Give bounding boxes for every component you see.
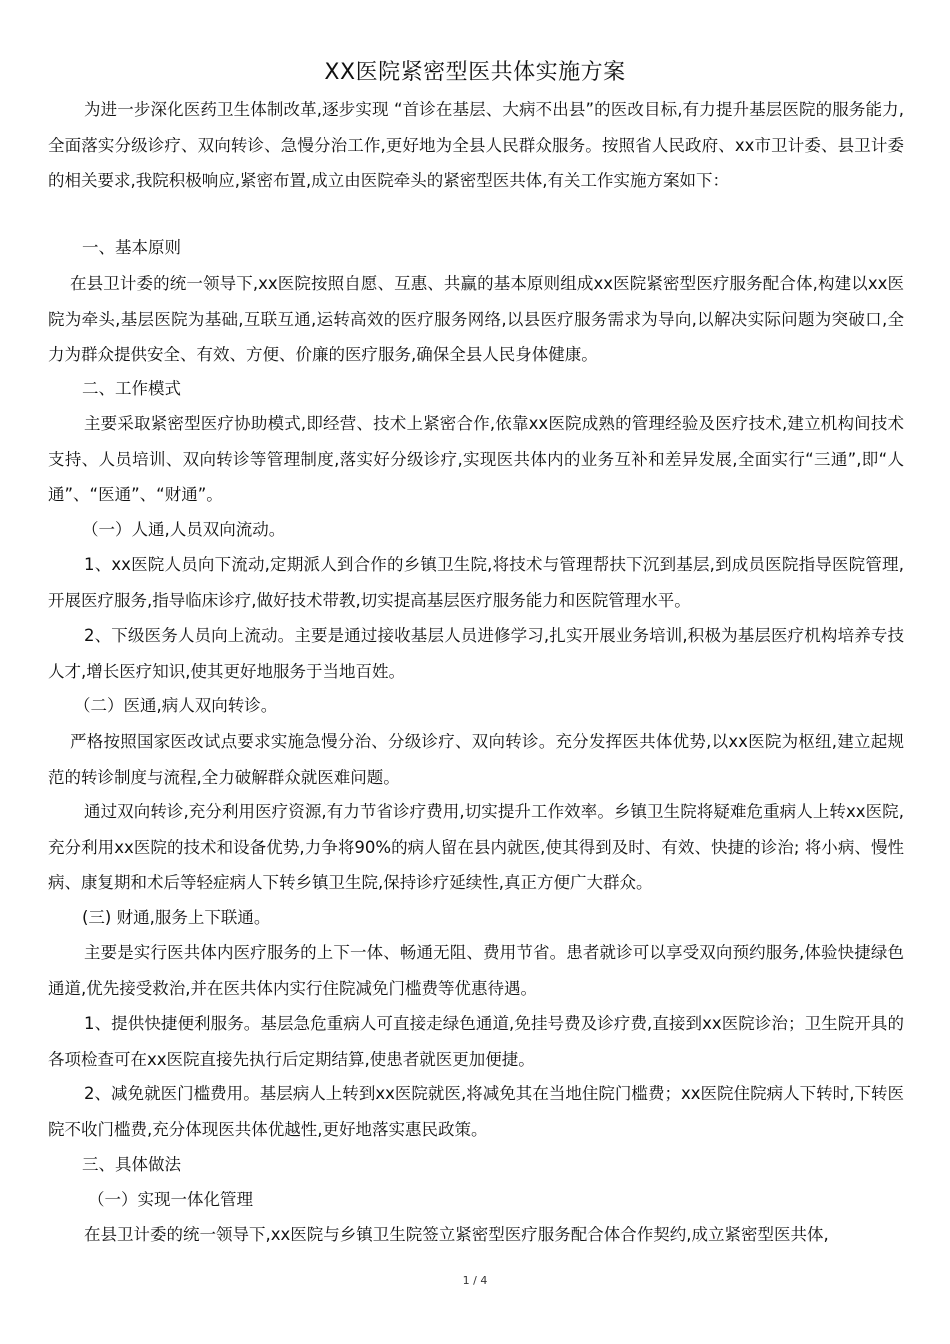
paragraph-referral-details: 通过双向转诊,充分利用医疗资源,有力节省诊疗费用,切实提升工作效率。乡镇卫生院将疑难危重病人上转xx医院,充分利用xx医院的技术和设备优势,力争将90%的病人留在县内就医,使其得到及时、有效、快捷的诊治; 将小病、慢性病、康复期和术后等轻症病人下转乡镇卫生院,保持诊疗延续性,真正方便广大群众。 xyxy=(48,802,904,892)
paragraph-fee-reduction: 2、减免就医门槛费用。基层病人上转到xx医院就医,将减免其在当地住院门槛费；xx医院住院病人下转时,下转医院不收门槛费,充分体现医共体优越性,更好地落实惠民政策。 xyxy=(48,1084,904,1139)
document-title: XX医院紧密型医共体实施方案 xyxy=(324,60,626,85)
paragraph-integrated-management: 在县卫计委的统一领导下,xx医院与乡镇卫生院签立紧密型医疗服务配合体合作契约,成立紧密型医共体, xyxy=(84,1225,829,1244)
paragraph-basic-principles: 在县卫计委的统一领导下,xx医院按照自愿、互惠、共赢的基本原则组成xx医院紧密型医疗服务配合体,构建以xx医院为牵头,基层医院为基础,互联互通,运转高效的医疗服务网络,以县医疗服务需求为导向,以解决实际问题为突破口,全力为群众提供安全、有效、方便、价廉的医疗服务,确保全县人民身体健康。 xyxy=(48,274,904,364)
paragraph-finance-flow: 主要是实行医共体内医疗服务的上下一体、畅通无阻、费用节省。患者就诊可以享受双向预约服务,体验快捷绿色通道,优先接受救治,并在医共体内实行住院减免门槛费等优惠待遇。 xyxy=(48,943,904,998)
heading-work-mode: 二、工作模式 xyxy=(82,379,181,398)
heading-basic-principles: 一、基本原则 xyxy=(82,238,181,257)
heading-medical-referral: （二）医通,病人双向转诊。 xyxy=(74,696,278,715)
heading-specific-measures: 三、具体做法 xyxy=(82,1155,181,1174)
page-number: 1 / 4 xyxy=(462,1274,488,1287)
paragraph-intro: 为进一步深化医药卫生体制改革,逐步实现 “首诊在基层、大病不出县”的医改目标,有力提升基层医院的服务能力,全面落实分级诊疗、双向转诊、急慢分治工作,更好地为全县人民群众服务。按照省人民政府、xx市卫计委、县卫计委的相关要求,我院积极响应,紧密布置,成立由医院牵头的紧密型医共体,有关工作实施方案如下： xyxy=(48,100,904,190)
paragraph-personnel-up: 2、下级医务人员向上流动。主要是通过接收基层人员进修学习,扎实开展业务培训,积极为基层医疗机构培养专技人才,增长医疗知识,使其更好地服务于当地百姓。 xyxy=(48,626,904,681)
heading-personnel-flow: （一）人通,人员双向流动。 xyxy=(82,520,286,539)
heading-integrated-management: （一）实现一体化管理 xyxy=(88,1190,253,1209)
paragraph-personnel-down: 1、xx医院人员向下流动,定期派人到合作的乡镇卫生院,将技术与管理帮扶下沉到基层,到成员医院指导医院管理,开展医疗服务,指导临床诊疗,做好技术带教,切实提高基层医疗服务能力和医院管理水平。 xyxy=(48,555,904,610)
paragraph-work-mode: 主要采取紧密型医疗协助模式,即经营、技术上紧密合作,依靠xx医院成熟的管理经验及医疗技术,建立机构间技术支持、人员培训、双向转诊等管理制度,落实好分级诊疗,实现医共体内的业务互补和差异发展,全面实行“三通”,即“人通”、“医通”、“财通”。 xyxy=(48,414,904,504)
heading-finance-flow: (三) 财通,服务上下联通。 xyxy=(82,908,271,927)
paragraph-fast-service: 1、提供快捷便利服务。基层急危重病人可直接走绿色通道,免挂号费及诊疗费,直接到xx医院诊治；卫生院开具的各项检查可在xx医院直接先执行后定期结算,使患者就医更加便捷。 xyxy=(48,1014,904,1069)
paragraph-medical-referral: 严格按照国家医改试点要求实施急慢分治、分级诊疗、双向转诊。充分发挥医共体优势,以xx医院为枢纽,建立起规范的转诊制度与流程,全力破解群众就医难问题。 xyxy=(48,732,904,787)
